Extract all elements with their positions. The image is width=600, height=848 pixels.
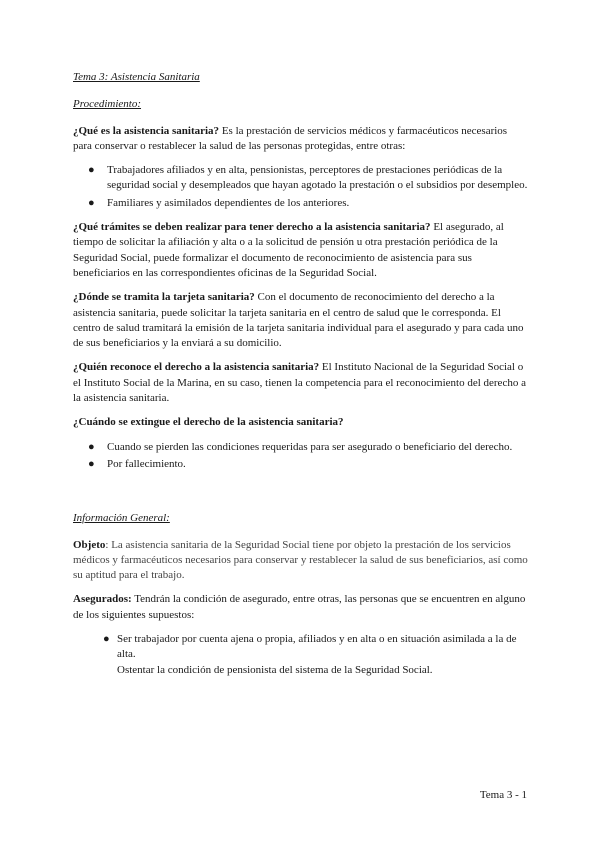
document-body (73, 70, 528, 687)
text-asegurados: Tendrán la condición de asegurado, entre otras, las personas que se encuentren en alguno de los siguientes supuestos: (73, 593, 526, 621)
bullet-icon: ● (88, 440, 95, 453)
answer-q4: El Instituto Nacional de la Seguridad Social o el Instituto Social de la Marina, en su caso, tienen la competencia para el reconocimiento del derecho a la asistencia sanitaria. (73, 361, 526, 405)
section-spacer (73, 481, 528, 511)
section-heading-informacion: Información General: (73, 512, 170, 525)
label-objeto: Objeto (73, 538, 106, 551)
question-q5: ¿Cuándo se extingue el derecho de la asistencia sanitaria? (73, 416, 344, 429)
question-q2: ¿Qué trámites se deben realizar para tener derecho a la asistencia sanitaria? (73, 221, 431, 234)
bullet-icon: ● (88, 196, 95, 209)
question-q1: ¿Qué es la asistencia sanitaria? (73, 124, 220, 137)
list-item: ● Familiares y asimilados dependientes de los anteriores. (73, 196, 528, 211)
answer-q1: Es la prestación de servicios médicos y farmacéuticos necesarios para conservar o restablecer la salud de las personas protegidas, entre otras: (73, 124, 508, 152)
document-title: Tema 3: Asistencia Sanitaria (73, 71, 200, 83)
paragraph-q2 (73, 220, 528, 281)
page-footer: Tema 3 - 1 (479, 789, 527, 801)
paragraph-q4 (73, 360, 528, 406)
paragraph-asegurados (73, 592, 528, 623)
section-heading-procedimiento: Procedimiento: (73, 98, 142, 111)
answer-q3: Con el documento de reconocimiento del derecho a la asistencia sanitaria, puede solicitar la tarjeta sanitaria en el centro de salud que le corresponda. El centro de salud tramitará la emisión de la tarjeta sanitaria individual para el asegurado y para cada uno de sus beneficiarios y la enviará a su domicilio. (73, 291, 524, 350)
question-q3: ¿Dónde se tramita la tarjeta sanitaria? (73, 291, 255, 304)
answer-q2: El asegurado, al tiempo de solicitar la afiliación y alta o a la solicitud de pensión u otra prestación periódica de la Seguridad Social, puede formalizar el documento de reconocimiento de asistencia para sus beneficiarios en las correspondientes oficinas de la Seguridad Social. (73, 221, 504, 279)
list-item: ● Cuando se pierden las condiciones requeridas para ser asegurado o beneficiario del derecho. (73, 440, 528, 455)
list-item: ● Trabajadores afiliados y en alta, pensionistas, perceptores de prestaciones periódicas de la seguridad social y desempleados que hayan agotado la prestación o el subsidios por desempleo. (88, 164, 528, 192)
text-objeto: : La asistencia sanitaria de la Seguridad Social tiene por objeto la prestación de los servicios médicos y farmacéuticos necesarios para conservar y restablecer la salud de sus beneficiarios, así como su aptitud para el trabajo. (73, 538, 528, 582)
paragraph-q5 (73, 415, 528, 430)
paragraph-q1 (73, 124, 528, 155)
bullet-list-1 (73, 163, 528, 211)
bullet-icon: ● (88, 164, 95, 177)
paragraph-objeto (73, 538, 528, 584)
bullet-list-2 (73, 440, 528, 473)
list-item: ● Por fallecimiento. (73, 457, 528, 472)
bullet-icon: ● (88, 457, 95, 470)
question-q4: ¿Quién reconoce el derecho a la asistencia sanitaria? (73, 361, 320, 374)
label-asegurados: Asegurados: (73, 593, 132, 606)
list-item: ● Ser trabajador por cuenta ajena o propia, afiliados y en alta o en situación asimilada a la de alta. Ostentar la condición de pensionista del sistema de la Seguridad Social. (103, 633, 517, 676)
bullet-icon: ● (103, 633, 110, 646)
paragraph-q3 (73, 290, 528, 351)
bullet-list-3 (73, 632, 528, 678)
